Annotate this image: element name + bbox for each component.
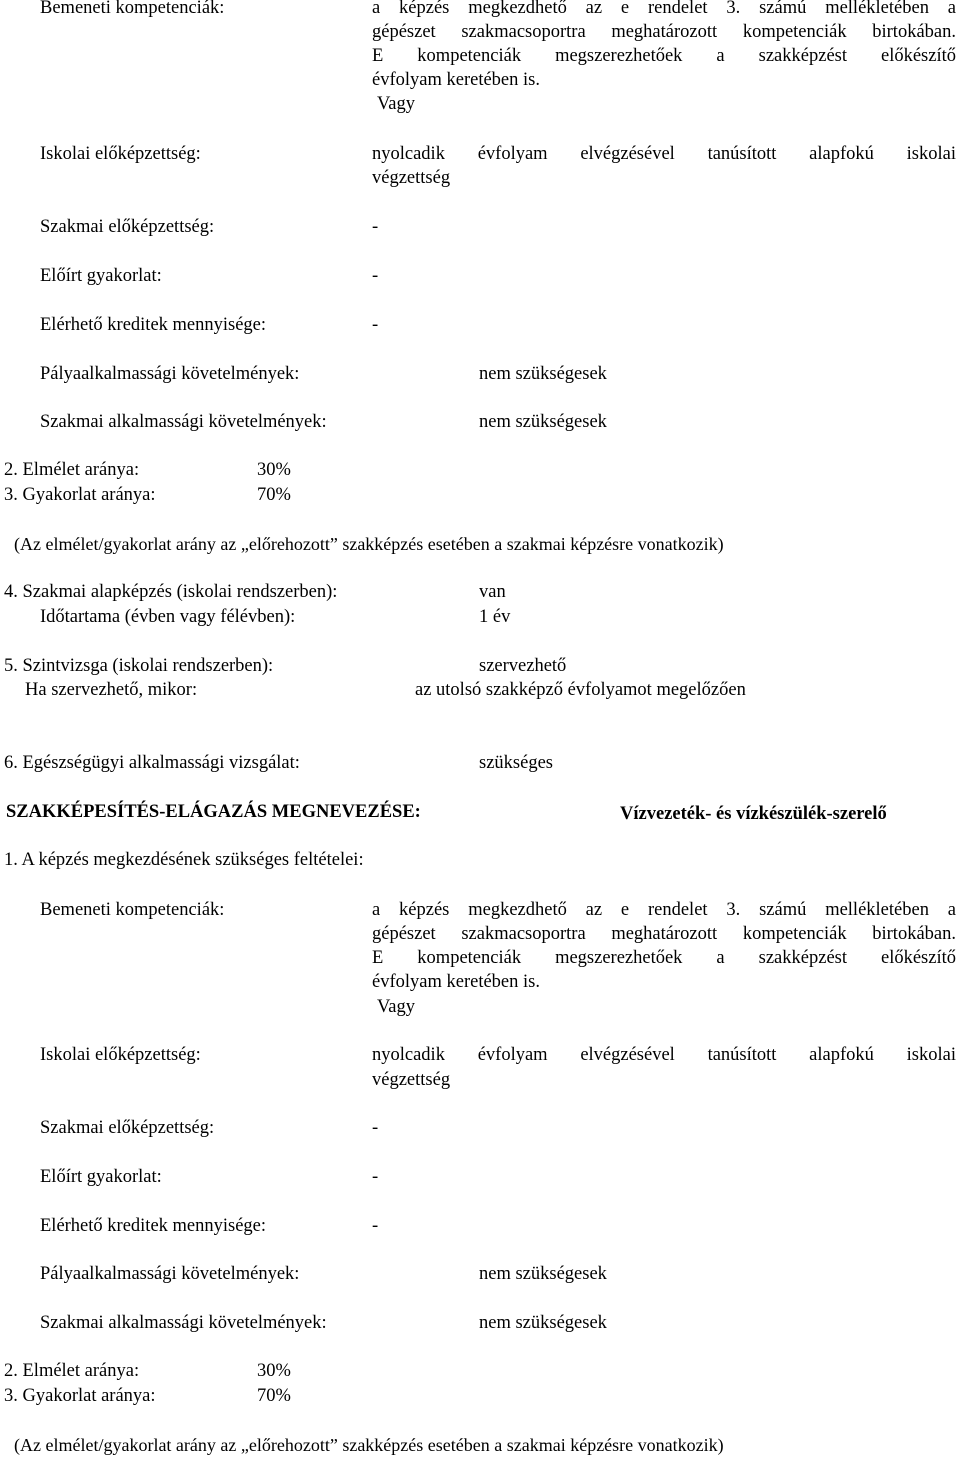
bemeneti-text-line: a képzés megkezdhető az e rendelet 3. számú mellékletében a [372,0,956,18]
iskolai-value-line: végzettség [372,1070,451,1090]
palyaalkalmassag-value: nem szükségesek [479,364,607,384]
idotartam-value: 1 év [479,607,511,627]
bemeneti-text-line: E kompetenciák megszerezhetőek a szakképzést előkészítő [372,46,956,66]
iskolai-label: Iskolai előképzettség: [40,144,201,164]
vagy-text: Vagy [376,997,416,1017]
bemeneti-text-line: évfolyam keretében is. [372,972,540,992]
eloirt-gyakorlat-value: - [372,1167,379,1187]
bemeneti-text-line: a képzés megkezdhető az e rendelet 3. számú mellékletében a [372,900,956,920]
kredit-value: - [372,1216,379,1236]
elmelet-arany-value: 30% [257,460,291,480]
egeszsegugyi-label: 6. Egészségügyi alkalmassági vizsgálat: [4,753,300,773]
szakmai-alkalmassag-label: Szakmai alkalmassági követelmények: [40,1313,327,1333]
egeszsegugyi-value: szükséges [479,753,553,773]
kepzes-feltetelei-title: 1. A képzés megkezdésének szükséges feltételei: [4,850,364,870]
palyaalkalmassag-label: Pályaalkalmassági követelmények: [40,364,300,384]
vagy-text: Vagy [376,94,416,114]
iskolai-label: Iskolai előképzettség: [40,1045,201,1065]
szakmai-eloképzettseg-label: Szakmai előképzettség: [40,1118,215,1138]
elagazas-heading: SZAKKÉPESÍTÉS-ELÁGAZÁS MEGNEVEZÉSE: [6,802,421,822]
eloirt-gyakorlat-value: - [372,266,379,286]
arany-note: (Az elmélet/gyakorlat arány az „előrehozott” szakképzés esetében a szakmai képzésre vonatkozik) [14,1435,724,1455]
szakmai-eloképzettseg-value: - [372,217,379,237]
kredit-value: - [372,315,379,335]
bemeneti-text-line: gépészet szakmacsoportra meghatározott kompetenciák birtokában. [372,22,956,42]
bemeneti-text-line: gépészet szakmacsoportra meghatározott kompetenciák birtokában. [372,924,956,944]
elmelet-arany-value: 30% [257,1361,291,1381]
bemeneti-label: Bemeneti kompetenciák: [40,0,225,18]
szintvizsga-label: 5. Szintvizsga (iskolai rendszerben): [4,656,274,676]
gyakorlat-arany-value: 70% [257,1386,291,1406]
kredit-label: Elérhető kreditek mennyisége: [40,1216,267,1236]
szakmai-eloképzettseg-value: - [372,1118,379,1138]
eloirt-gyakorlat-label: Előírt gyakorlat: [40,1167,162,1187]
iskolai-value-line: végzettség [372,168,451,188]
gyakorlat-arany-label: 3. Gyakorlat aránya: [4,485,156,505]
iskolai-value-line: nyolcadik évfolyam elvégzésével tanúsított alapfokú iskolai [372,1045,956,1065]
szakmai-eloképzettseg-label: Szakmai előképzettség: [40,217,215,237]
mikor-label: Ha szervezhető, mikor: [25,680,198,700]
elmelet-arany-label: 2. Elmélet aránya: [4,460,140,480]
szakmai-alkalmassag-label: Szakmai alkalmassági követelmények: [40,412,327,432]
palyaalkalmassag-value: nem szükségesek [479,1264,607,1284]
idotartam-label: Időtartama (évben vagy félévben): [40,607,296,627]
palyaalkalmassag-label: Pályaalkalmassági követelmények: [40,1264,300,1284]
arany-note: (Az elmélet/gyakorlat arány az „előrehozott” szakképzés esetében a szakmai képzésre vonatkozik) [14,534,724,554]
alapkepzes-value: van [479,582,506,602]
alapkepzes-label: 4. Szakmai alapképzés (iskolai rendszerben): [4,582,338,602]
iskolai-value-line: nyolcadik évfolyam elvégzésével tanúsított alapfokú iskolai [372,144,956,164]
szintvizsga-value: szervezhető [479,656,567,676]
mikor-value: az utolsó szakképző évfolyamot megelőzően [415,680,746,700]
kredit-label: Elérhető kreditek mennyisége: [40,315,267,335]
eloirt-gyakorlat-label: Előírt gyakorlat: [40,266,162,286]
elagazas-name: Vízvezeték- és vízkészülék-szerelő [620,804,887,824]
gyakorlat-arany-label: 3. Gyakorlat aránya: [4,1386,156,1406]
gyakorlat-arany-value: 70% [257,485,291,505]
szakmai-alkalmassag-value: nem szükségesek [479,1313,607,1333]
elmelet-arany-label: 2. Elmélet aránya: [4,1361,140,1381]
bemeneti-text-line: E kompetenciák megszerezhetőek a szakképzést előkészítő [372,948,956,968]
bemeneti-label: Bemeneti kompetenciák: [40,900,225,920]
szakmai-alkalmassag-value: nem szükségesek [479,412,607,432]
bemeneti-text-line: évfolyam keretében is. [372,70,540,90]
